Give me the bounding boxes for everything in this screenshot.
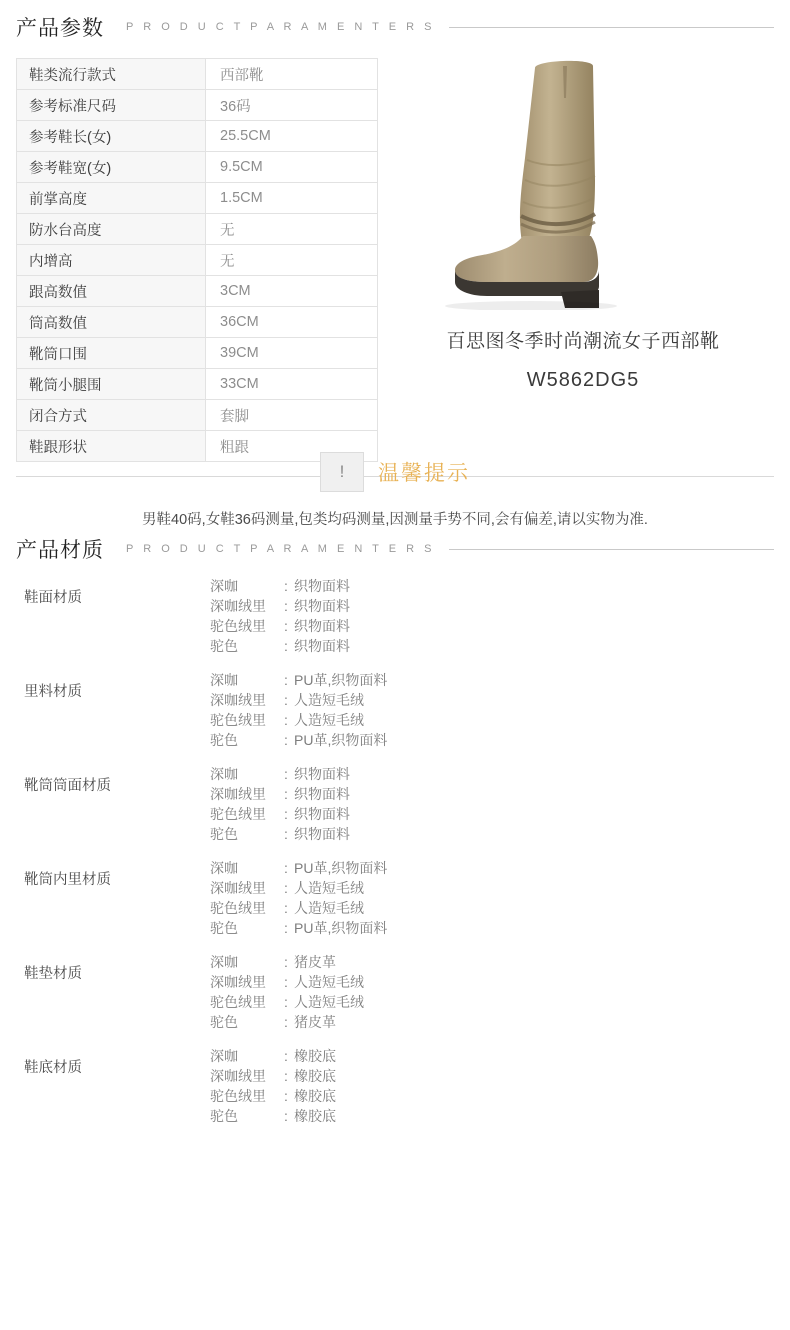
- material-values: [210, 1046, 790, 1126]
- material-color: 深咖绒里: [210, 692, 266, 708]
- list-item: [0, 1046, 790, 1126]
- material-value: 猪皮革: [294, 954, 336, 970]
- param-key: 跟高数值: [17, 276, 206, 307]
- material-separator: :: [284, 954, 288, 970]
- material-separator: :: [284, 900, 288, 916]
- materials-section-header: [0, 534, 790, 564]
- material-line: [210, 764, 790, 784]
- list-item: [0, 952, 790, 1032]
- material-value: 织物面料: [294, 766, 350, 782]
- material-value: PU革,织物面料: [294, 860, 388, 876]
- param-key: 内增高: [17, 245, 206, 276]
- material-separator: :: [284, 1068, 288, 1084]
- material-value: 橡胶底: [294, 1088, 336, 1104]
- material-label: 里料材质: [24, 684, 82, 700]
- material-separator: :: [284, 994, 288, 1010]
- material-color: 驼色绒里: [210, 900, 266, 916]
- material-color: 深咖: [210, 578, 238, 594]
- tips-title: 温馨提示: [378, 462, 470, 485]
- material-line: [210, 670, 790, 690]
- material-separator: :: [284, 692, 288, 708]
- material-color: 深咖: [210, 860, 238, 876]
- material-value: 织物面料: [294, 826, 350, 842]
- tips-band: [0, 452, 790, 534]
- table-row: [17, 400, 378, 431]
- material-label: 鞋面材质: [24, 590, 82, 606]
- param-key: 鞋跟形状: [17, 431, 206, 462]
- material-color: 驼色: [210, 920, 238, 936]
- material-value: 人造短毛绒: [294, 994, 364, 1010]
- list-item: [0, 670, 790, 750]
- param-key: 参考鞋长(女): [17, 121, 206, 152]
- material-separator: :: [284, 1048, 288, 1064]
- material-line: [210, 596, 790, 616]
- material-line: [210, 690, 790, 710]
- material-value: 织物面料: [294, 598, 350, 614]
- param-key: 防水台高度: [17, 214, 206, 245]
- material-values: [210, 764, 790, 844]
- table-row: [17, 152, 378, 183]
- material-color: 驼色: [210, 732, 238, 748]
- material-value: 织物面料: [294, 806, 350, 822]
- material-separator: :: [284, 732, 288, 748]
- material-line: [210, 952, 790, 972]
- param-key: 靴筒小腿围: [17, 369, 206, 400]
- product-caption: 百思图冬季时尚潮流女子西部靴: [446, 331, 720, 352]
- material-line: [210, 858, 790, 878]
- params-section-header: [0, 12, 790, 42]
- list-item: [0, 858, 790, 938]
- material-line: [210, 636, 790, 656]
- material-separator: :: [284, 618, 288, 634]
- material-line: [210, 898, 790, 918]
- material-line: [210, 1106, 790, 1126]
- material-separator: :: [284, 1014, 288, 1030]
- material-color: 深咖绒里: [210, 598, 266, 614]
- param-key: 筒高数值: [17, 307, 206, 338]
- material-color: 驼色: [210, 826, 238, 842]
- tips-text: 男鞋40码,女鞋36码测量,包类均码测量,因测量手势不同,会有偏差,请以实物为准.: [142, 512, 648, 528]
- material-line: [210, 730, 790, 750]
- param-key: 闭合方式: [17, 400, 206, 431]
- table-row: [17, 369, 378, 400]
- material-line: [210, 1086, 790, 1106]
- product-code: W5862DG5: [526, 369, 640, 391]
- table-row: [17, 90, 378, 121]
- material-values: [210, 952, 790, 1032]
- material-separator: :: [284, 1088, 288, 1104]
- material-separator: :: [284, 1108, 288, 1124]
- material-color: 深咖: [210, 954, 238, 970]
- material-value: PU革,织物面料: [294, 672, 388, 688]
- table-row: [17, 121, 378, 152]
- material-color: 深咖: [210, 766, 238, 782]
- param-key: 参考标准尺码: [17, 90, 206, 121]
- material-separator: :: [284, 598, 288, 614]
- param-value: 粗跟: [206, 431, 378, 462]
- material-values: [210, 858, 790, 938]
- material-separator: :: [284, 578, 288, 594]
- material-color: 驼色绒里: [210, 1088, 266, 1104]
- params-section-title-en: P R O D U C T P A R A M E N T E R S: [126, 21, 435, 33]
- material-line: [210, 878, 790, 898]
- param-value: 25.5CM: [206, 121, 378, 152]
- material-separator: :: [284, 786, 288, 802]
- list-item: [0, 576, 790, 656]
- material-value: 人造短毛绒: [294, 880, 364, 896]
- table-row: [17, 214, 378, 245]
- material-separator: :: [284, 712, 288, 728]
- material-separator: :: [284, 826, 288, 842]
- material-separator: :: [284, 920, 288, 936]
- material-separator: :: [284, 974, 288, 990]
- material-label: 鞋垫材质: [24, 966, 82, 982]
- params-section-divider: [449, 27, 774, 28]
- material-color: 深咖绒里: [210, 786, 266, 802]
- table-row: [17, 59, 378, 90]
- material-line: [210, 804, 790, 824]
- material-line: [210, 918, 790, 938]
- param-value: 无: [206, 245, 378, 276]
- material-separator: :: [284, 860, 288, 876]
- material-color: 驼色: [210, 638, 238, 654]
- param-value: 39CM: [206, 338, 378, 369]
- param-value: 33CM: [206, 369, 378, 400]
- table-row: [17, 338, 378, 369]
- table-row: [17, 245, 378, 276]
- boot-product-image: [443, 40, 723, 310]
- material-color: 驼色绒里: [210, 618, 266, 634]
- material-value: 橡胶底: [294, 1108, 336, 1124]
- table-row: [17, 276, 378, 307]
- material-value: PU革,织物面料: [294, 920, 388, 936]
- material-separator: :: [284, 806, 288, 822]
- material-value: 织物面料: [294, 786, 350, 802]
- param-value: 西部靴: [206, 59, 378, 90]
- material-value: 猪皮革: [294, 1014, 336, 1030]
- material-line: [210, 992, 790, 1012]
- param-key: 鞋类流行款式: [17, 59, 206, 90]
- param-value: 1.5CM: [206, 183, 378, 214]
- material-line: [210, 1066, 790, 1086]
- materials-section-title-cn: 产品材质: [16, 539, 104, 562]
- material-separator: :: [284, 880, 288, 896]
- material-separator: :: [284, 638, 288, 654]
- param-key: 参考鞋宽(女): [17, 152, 206, 183]
- material-separator: :: [284, 672, 288, 688]
- material-label: 鞋底材质: [24, 1060, 82, 1076]
- material-value: 橡胶底: [294, 1068, 336, 1084]
- material-color: 驼色绒里: [210, 994, 266, 1010]
- material-color: 驼色绒里: [210, 806, 266, 822]
- param-value: 9.5CM: [206, 152, 378, 183]
- material-value: 橡胶底: [294, 1048, 336, 1064]
- product-showcase: [392, 40, 774, 392]
- material-value: 织物面料: [294, 638, 350, 654]
- material-line: [210, 710, 790, 730]
- material-line: [210, 824, 790, 844]
- materials-section-divider: [449, 549, 774, 550]
- params-section-title-cn: 产品参数: [16, 17, 104, 40]
- material-line: [210, 784, 790, 804]
- material-value: 人造短毛绒: [294, 900, 364, 916]
- material-color: 深咖: [210, 672, 238, 688]
- table-row: [17, 183, 378, 214]
- param-key: 前掌高度: [17, 183, 206, 214]
- material-color: 驼色: [210, 1014, 238, 1030]
- material-color: 深咖绒里: [210, 1068, 266, 1084]
- material-label: 靴筒筒面材质: [24, 778, 111, 794]
- param-value: 无: [206, 214, 378, 245]
- param-value: 36码: [206, 90, 378, 121]
- material-value: 织物面料: [294, 618, 350, 634]
- material-line: [210, 1012, 790, 1032]
- material-color: 深咖: [210, 1048, 238, 1064]
- exclamation-icon: !: [320, 452, 364, 492]
- table-row: [17, 307, 378, 338]
- param-value: 套脚: [206, 400, 378, 431]
- material-values: [210, 576, 790, 656]
- material-label: 靴筒内里材质: [24, 872, 111, 888]
- material-value: PU革,织物面料: [294, 732, 388, 748]
- param-value: 3CM: [206, 276, 378, 307]
- product-parameters-table: [16, 58, 378, 462]
- material-color: 深咖绒里: [210, 880, 266, 896]
- materials-section-title-en: P R O D U C T P A R A M E N T E R S: [126, 543, 435, 555]
- param-key: 靴筒口围: [17, 338, 206, 369]
- material-color: 深咖绒里: [210, 974, 266, 990]
- material-value: 人造短毛绒: [294, 974, 364, 990]
- material-value: 人造短毛绒: [294, 712, 364, 728]
- material-value: 人造短毛绒: [294, 692, 364, 708]
- material-line: [210, 972, 790, 992]
- material-value: 织物面料: [294, 578, 350, 594]
- material-line: [210, 576, 790, 596]
- list-item: [0, 764, 790, 844]
- material-line: [210, 1046, 790, 1066]
- param-value: 36CM: [206, 307, 378, 338]
- material-line: [210, 616, 790, 636]
- material-color: 驼色绒里: [210, 712, 266, 728]
- material-separator: :: [284, 766, 288, 782]
- material-values: [210, 670, 790, 750]
- material-color: 驼色: [210, 1108, 238, 1124]
- materials-list: [0, 576, 790, 1140]
